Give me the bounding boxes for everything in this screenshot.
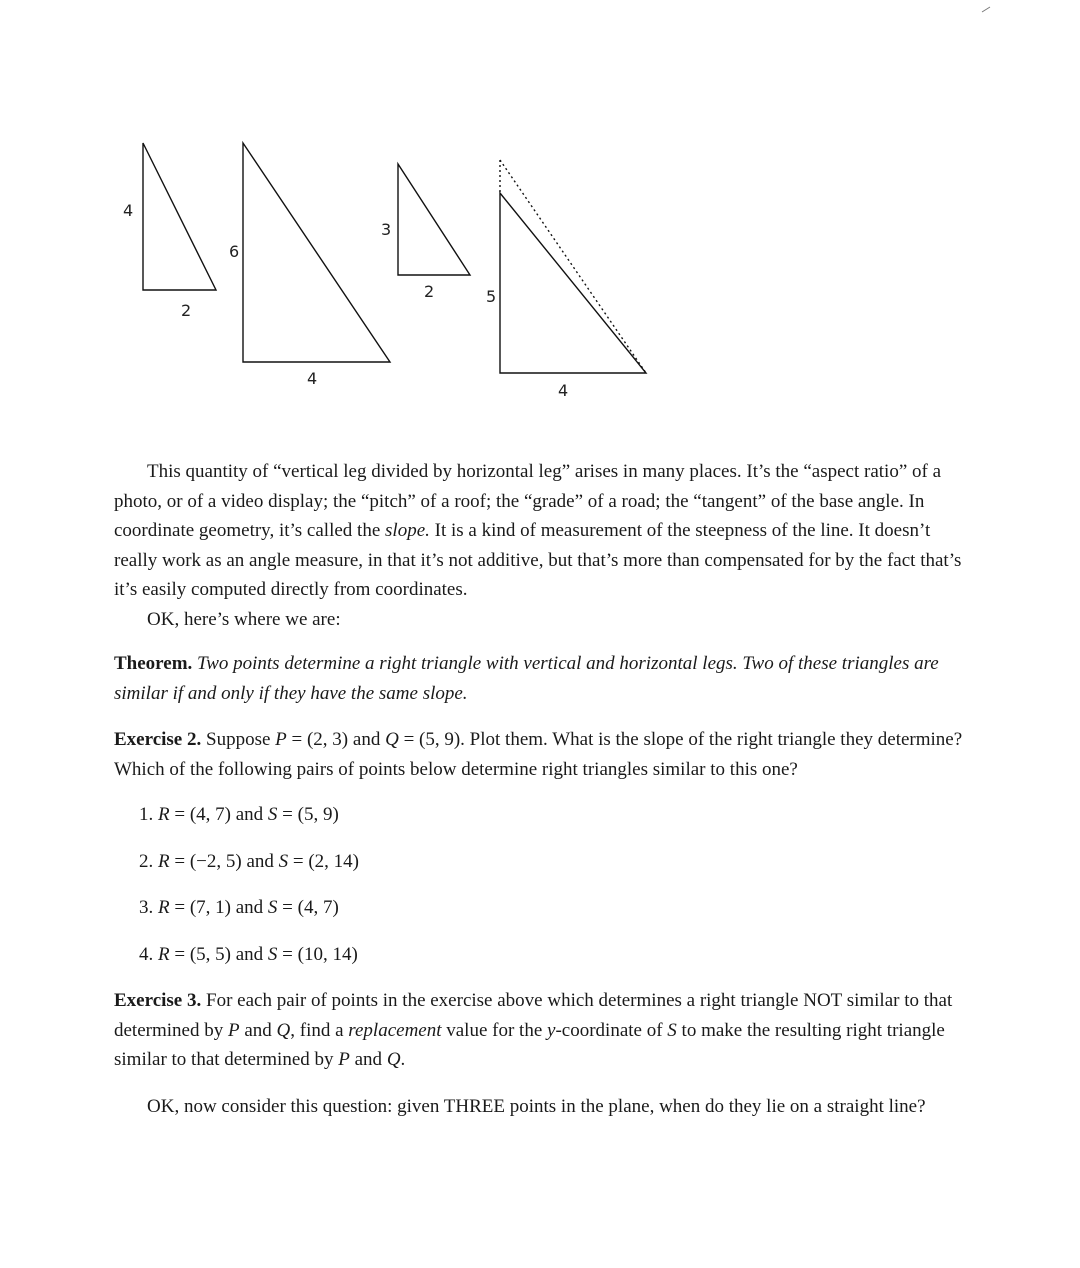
var-p: P	[338, 1049, 350, 1070]
paragraph-slope	[114, 457, 976, 605]
var-q: Q	[276, 1019, 291, 1041]
exercise-3-text: -coordinate of	[555, 1019, 668, 1041]
var-r: R	[158, 850, 170, 872]
exercise-2-label: Exercise 2.	[114, 729, 202, 750]
paragraph-slope-text-a: This quantity of “vertical leg divided by horizontal leg” arises in many places. It’s the “aspect ratio” of a photo, or of a video display; the “pitch” of a roof; the “grade” of a road; the “tangent” of the base angle. In coordinate geometry, it’s called the	[114, 461, 942, 541]
triangle-1-horizontal-label: 2	[181, 301, 192, 320]
var-p: P	[227, 1019, 240, 1041]
list-item-text: = (4, 7)	[277, 897, 339, 918]
list-item	[139, 893, 976, 923]
triangle-1	[123, 143, 216, 320]
list-item	[139, 940, 976, 970]
triangle-3-vertical-label: 3	[381, 220, 392, 239]
list-item-number: 2.	[139, 850, 154, 872]
list-item-number: 4.	[139, 943, 154, 965]
theorem	[114, 649, 976, 708]
var-s: S	[667, 1019, 677, 1041]
exercise-3-text: and	[239, 1019, 277, 1041]
triangle-3	[381, 164, 470, 301]
replacement-term: replacement	[348, 1019, 442, 1041]
var-s: S	[267, 943, 278, 965]
triangle-4-horizontal-label: 4	[558, 381, 569, 400]
var-s: S	[278, 850, 289, 872]
list-item-text: = (5, 9)	[277, 804, 339, 825]
list-item-number: 3.	[139, 897, 154, 918]
exercise-3	[114, 986, 976, 1075]
triangle-2-horizontal-label: 4	[307, 369, 318, 388]
theorem-body: Two points determine a right triangle with vertical and horizontal legs. Two of these triangles are similar if and only if they have the same slope.	[114, 653, 939, 704]
var-s: S	[267, 897, 278, 918]
exercise-3-text: to make the resulting right triangle similar to that determined by	[114, 1019, 945, 1070]
var-q: Q	[386, 1049, 401, 1070]
var-q: Q	[385, 729, 399, 750]
triangle-3-horizontal-label: 2	[424, 282, 435, 301]
document-body	[114, 457, 976, 1121]
list-item-text: = (4, 7) and	[169, 804, 268, 825]
triangle-2	[229, 143, 390, 388]
var-r: R	[158, 897, 170, 918]
exercise-3-label: Exercise 3.	[114, 990, 202, 1011]
exercise-3-text: For each pair of points in the exercise above which determines a right triangle NOT similar to that determined by	[114, 990, 953, 1041]
exercise-2-text: Suppose	[201, 729, 276, 750]
list-item-text: = (−2, 5) and	[169, 850, 279, 872]
exercise-2-text: = (5, 9). Plot them. What is the slope of the right triangle they determine? Which of the following pairs of points below determine right triangles similar to this one?	[114, 729, 963, 780]
exercise-3-text: .	[400, 1049, 406, 1070]
triangle-4	[486, 160, 646, 400]
triangle-4-vertical-label: 5	[486, 287, 497, 306]
var-y: y	[547, 1019, 556, 1041]
triangle-4-dotted-hypotenuse	[500, 160, 646, 373]
paragraph-three-points: OK, now consider this question: given THREE points in the plane, when do they lie on a straight line?	[147, 1095, 926, 1117]
list-item-text: = (5, 5) and	[169, 943, 268, 965]
triangle-1-vertical-label: 4	[123, 201, 134, 220]
var-r: R	[158, 804, 170, 825]
stray-mark	[982, 7, 990, 12]
list-item-number: 1.	[139, 804, 154, 825]
paragraph-where-we-are: OK, here’s where we are:	[147, 608, 341, 630]
triangle-2-vertical-label: 6	[229, 242, 240, 261]
list-item	[139, 847, 976, 877]
var-p: P	[275, 729, 287, 750]
exercise-2-list	[114, 800, 976, 969]
slope-term: slope.	[385, 520, 430, 541]
theorem-label: Theorem.	[114, 653, 193, 674]
exercise-2	[114, 725, 976, 784]
var-s: S	[267, 804, 278, 825]
list-item	[139, 800, 976, 830]
exercise-3-text: and	[349, 1049, 387, 1070]
list-item-text: = (10, 14)	[277, 943, 358, 965]
exercise-3-text: , find a	[290, 1019, 349, 1041]
list-item-text: = (7, 1) and	[169, 897, 268, 918]
similar-triangles-figure	[0, 0, 1080, 420]
exercise-2-text: = (2, 3) and	[286, 729, 386, 750]
paragraph-slope-text-b: It is a kind of measurement of the steepness of the line. It doesn’t really work as an angle measure, in that it’s not additive, but that’s more than compensated for by the fact that’s it’s easily computed directly from coordinates.	[114, 520, 962, 600]
exercise-3-text: value for the	[441, 1019, 548, 1041]
list-item-text: = (2, 14)	[288, 850, 360, 872]
var-r: R	[158, 943, 170, 965]
